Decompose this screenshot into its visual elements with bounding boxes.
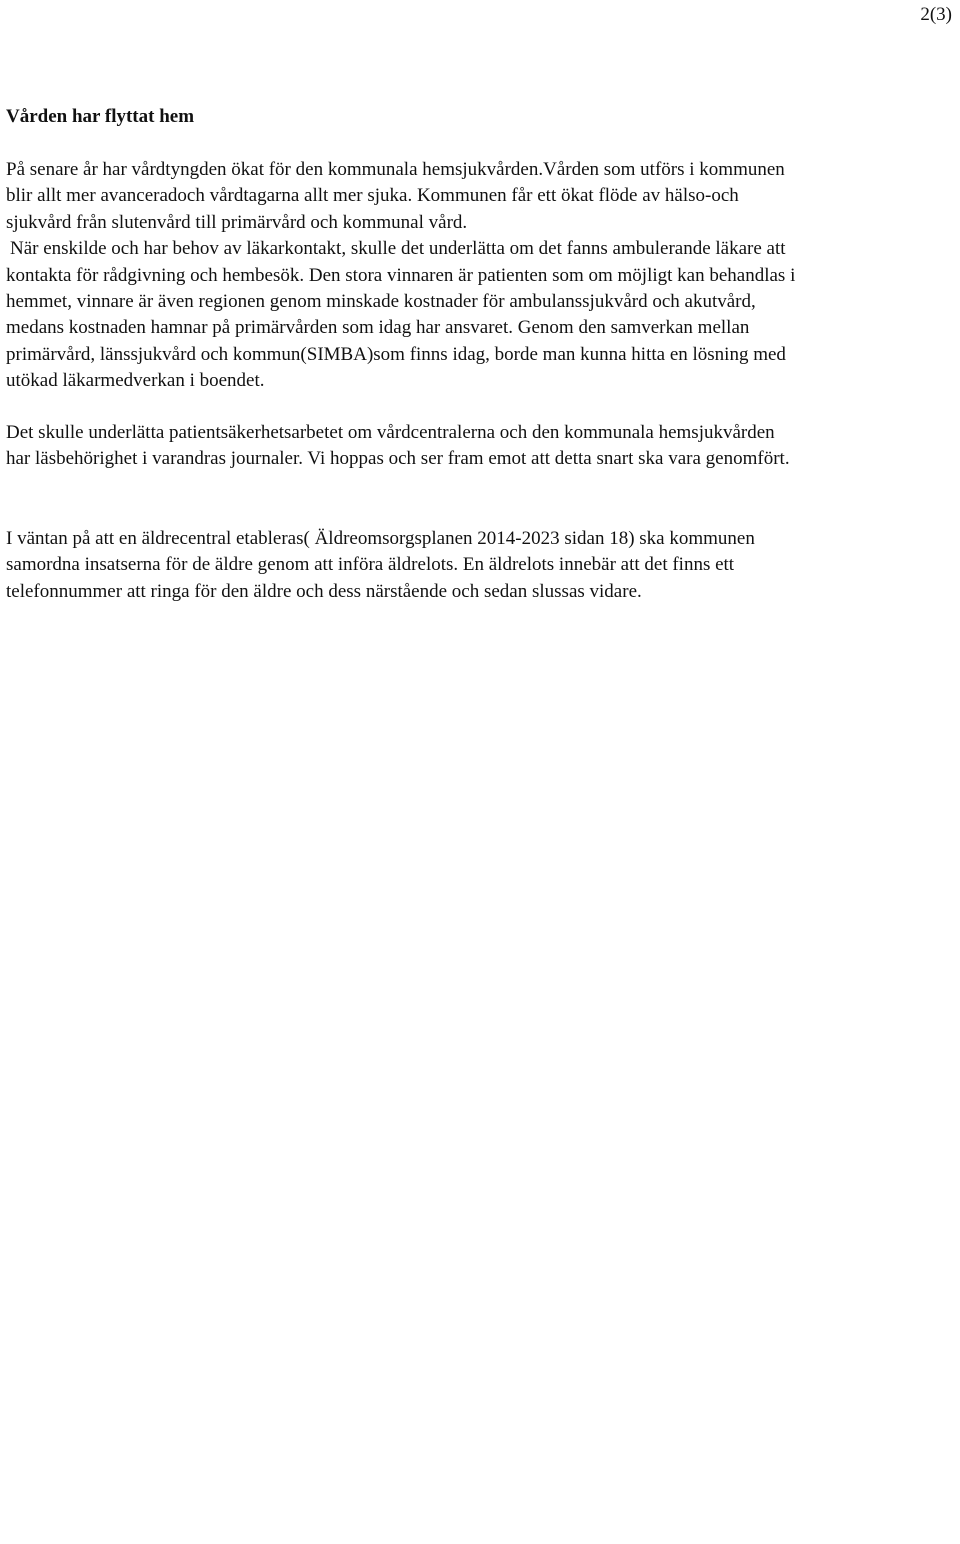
paragraph-line: sjukvård från slutenvård till primärvård och kommunal vård. xyxy=(6,211,468,233)
paragraph-line: När enskilde och har behov av läkarkontakt, skulle det underlätta om det fanns ambulerande läkare att xyxy=(10,238,786,260)
paragraph-line: På senare år har vårdtyngden ökat för den kommunala hemsjukvården.Vården som utförs i kommunen xyxy=(6,159,785,180)
section-heading: Vården har flyttat hem xyxy=(6,106,195,127)
paragraph-line: medans kostnaden hamnar på primärvården som idag har ansvaret. Genom den samverkan mellan xyxy=(6,317,750,339)
paragraph-3 xyxy=(6,526,946,605)
paragraph-2 xyxy=(6,420,946,473)
paragraph-line: I väntan på att en äldrecentral etableras( Äldreomsorgsplanen 2014-2023 sidan 18) ska kommunen xyxy=(6,528,755,549)
paragraph-1 xyxy=(6,157,946,395)
paragraph-line: hemmet, vinnare är även regionen genom minskade kostnader för ambulanssjukvård och akutvård, xyxy=(6,291,756,313)
paragraph-line: samordna insatserna för de äldre genom att införa äldrelots. En äldrelots innebär att det finns ett xyxy=(6,554,735,576)
paragraph-line: primärvård, länssjukvård och kommun(SIMBA)som finns idag, borde man kunna hitta en lösning med xyxy=(6,343,786,365)
paragraph-line: Det skulle underlätta patientsäkerhetsarbetet om vårdcentralerna och den kommunala hemsjukvården xyxy=(6,422,775,443)
paragraph-line: kontakta för rådgivning och hembesök. Den stora vinnaren är patienten som om möjligt kan behandlas i xyxy=(6,264,796,286)
paragraph-line: blir allt mer avanceradoch vårdtagarna allt mer sjuka. Kommunen får ett ökat flöde av hälso-och xyxy=(6,185,739,207)
paragraph-line: utökad läkarmedverkan i boendet. xyxy=(6,370,265,392)
paragraph-line: har läsbehörighet i varandras journaler. Vi hoppas och ser fram emot att detta snart ska vara genomfört. xyxy=(6,448,790,470)
paragraph-line: telefonnummer att ringa för den äldre och dess närstående och sedan slussas vidare. xyxy=(6,580,642,602)
page-number: 2(3) xyxy=(920,4,952,25)
